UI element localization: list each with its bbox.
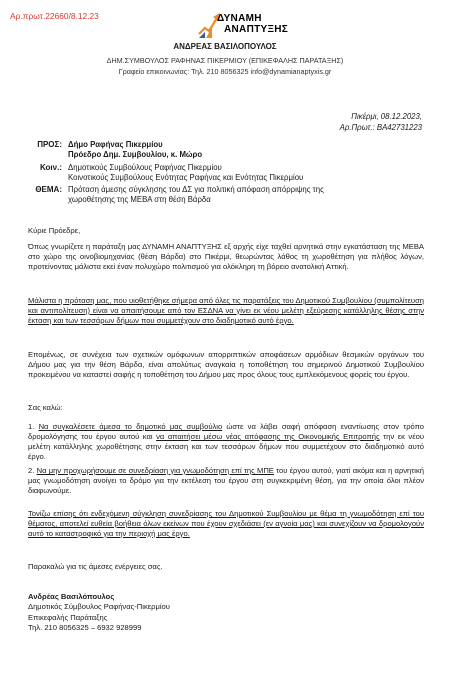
paragraph-2-underlined: Μάλιστα η πρόταση μας, που υιοθετήθηκε σήμερα από όλες τις παρατάξεις του Δημοτικού Συμβουλίου (συμπολίτευση και αντιπολίτευση) είναι να απαιτήσουμε από τον ΕΣΔΝΑ να γίνει εκ νέου μελέτη εξεύρεσης κατάλληλης θέσης στην έκταση και των τεσσάρων δήμων που συμμετέχουν στο διαδημοτικό αυτό έργο. [28, 296, 424, 325]
place-date: Πικέρμι, 08.12.2023, [351, 112, 422, 121]
item-2-number: 2. [28, 466, 35, 475]
item-2-underline-1: Να μην προχωρήσουμε σε συνεδρίαση για γνωμοδότηση επί της ΜΠΕ [36, 466, 274, 475]
item-1-text-1: ώστε να λάβει σαφή απόφαση εναντίωσης στον τρόπο δρομολόγησης του έργου αυτού και [28, 422, 424, 441]
signature-name: Ανδρέας Βασιλόπουλος [28, 592, 115, 601]
cc-line-1: Δημοτικούς Συμβούλους Ραφήνας Πικερμίου [68, 163, 222, 172]
protocol-number: Αρ.Πρωτ.: ΒΑ42731223 [339, 123, 422, 132]
signature-phone: Τηλ. 210 8056325 – 6932 928999 [28, 623, 142, 633]
item-2-text-1: του έργου αυτού, γιατί ακόμα και η αρνητική μας γνωμοδότηση ανοίγει το δρόμο για την εκτέλεση του έργου στη συγκεκριμένη θέση, για την οποία όλοι πλέον διαφωνούμε. [28, 466, 424, 495]
closing-line: Παρακαλώ για τις άμεσες ενέργειες σας. [28, 562, 163, 571]
signature-role: Δημοτικός Σύμβουλος Ραφήνας-Πικερμίου [28, 602, 170, 612]
logo-line-2: ΑΝΑΠΤΥΞΗΣ [224, 24, 289, 35]
paragraph-3: Επομένως, σε συνέχεια των σχετικών ομόφωνων απορριπτικών αποφάσεων αρμόδιων θεσμικών οργάνων του Δήμου μας για την θέση Βάρδα, είναι απολύτως αναγκαία η τοποθέτηση του σημερινού Δημοτικού Συμβουλίου προκειμένου να καταστεί σαφής η τοποθέτηση του Δήμου μας προς όλους τους εμπλεκόμενους φορείς του έργου. [28, 350, 424, 379]
contact-line: Γραφείο επικοινωνίας: Τηλ. 210 8056325 info@dynamianaptyxis.gr [118, 67, 332, 76]
signature-title: Επικεφαλής Παράταξης [28, 612, 108, 622]
paragraph-1: Όπως γνωρίζετε η παράταξη μας ΔΥΝΑΜΗ ΑΝΑΠΤΥΞΗΣ εξ αρχής είχε ταχθεί αρνητικά στην εγκατάσταση της ΜΕΒΑ στο χώρο της οινοβιομηχανίας (θέση Βάρδα) στο Πικέρμι, θεωρώντας λάθος τη χωροθέτηση για πλήθος λόγων, προτείνοντας μάλιστα εκεί έναν πολυχώρο πολιτισμού για ολόκληρη τη βόρειο ανατολική Αττική. [28, 242, 424, 271]
request-item-2 [28, 466, 424, 496]
subject-line-1: Πρόταση άμεσης σύγκλησης του ΔΣ για πολιτική απόφαση απόρριψης της [68, 185, 324, 194]
greeting: Κύριε Πρόεδρε, [28, 226, 81, 235]
subject-line-2: χωροθέτησης της ΜΕΒΑ στη θέση Βάρδα [68, 195, 211, 204]
author-role: ΔΗΜ.ΣΥΜΒΟΥΛΟΣ ΡΑΦΗΝΑΣ ΠΙΚΕΡΜΙΟΥ (ΕΠΙΚΕΦΑΛΗΣ ΠΑΡΑΤΑΞΗΣ) [106, 56, 344, 65]
author-name: ΑΝΔΡΕΑΣ ΒΑΣΙΛΟΠΟΥΛΟΣ [173, 42, 277, 51]
item-1-text-2: την εκ νέου μελέτη κατάλληλης χωροθέτησης στην έκταση και των τεσσάρων δήμων που συμμετέχουν στο διαδημοτικό αυτό έργο. [28, 432, 424, 461]
cc-line-2: Κοινοτικούς Συμβούλους Ενότητας Ραφήνας και Ενότητας Πικερμίου [68, 173, 304, 182]
to-line-2: Πρόεδρο Δημ. Συμβουλίου, κ. Μώρο [68, 150, 203, 159]
item-1-number: 1. [28, 422, 35, 431]
item-1-underline-2: να απαιτήσει μέσω νέας απόφασης της Οικονομικής Επιτροπής [156, 432, 380, 441]
subject-label: ΘΕΜΑ: [35, 185, 62, 194]
protocol-reference: Αρ.πρωτ.22660/8.12.23 [10, 11, 99, 21]
cc-label: Κοιν.: [39, 163, 62, 172]
signature-block [28, 592, 170, 634]
logo-line-1: ΔΥΝΑΜΗ [217, 13, 262, 24]
to-label: ΠΡΟΣ: [37, 140, 62, 149]
to-line-1: Δήμο Ραφήνας Πικερμίου [68, 140, 163, 149]
party-logo [197, 10, 297, 43]
paragraph-4-underlined: Τονίζω επίσης ότι ενδεχόμενη σύγκληση συνεδρίασης του Δημοτικού Συμβουλίου με θέμα τη γνωμοδότηση επί του θέματος, αποτελεί ευθεία βοήθεια όλων εκείνων που έχουν σχεδιάσει (εν αγνοία μας) και συνεχίζουν να δρομολογούν αυτό το καταστροφικό για την περιοχή μας έργο. [28, 509, 424, 538]
place-date-block [340, 111, 422, 133]
item-1-underline-1: Να συγκαλέσετε άμεσα το δημοτικό μας συμβούλιο [38, 422, 223, 431]
request-intro: Σας καλώ: [28, 403, 63, 412]
request-item-1 [28, 422, 424, 462]
